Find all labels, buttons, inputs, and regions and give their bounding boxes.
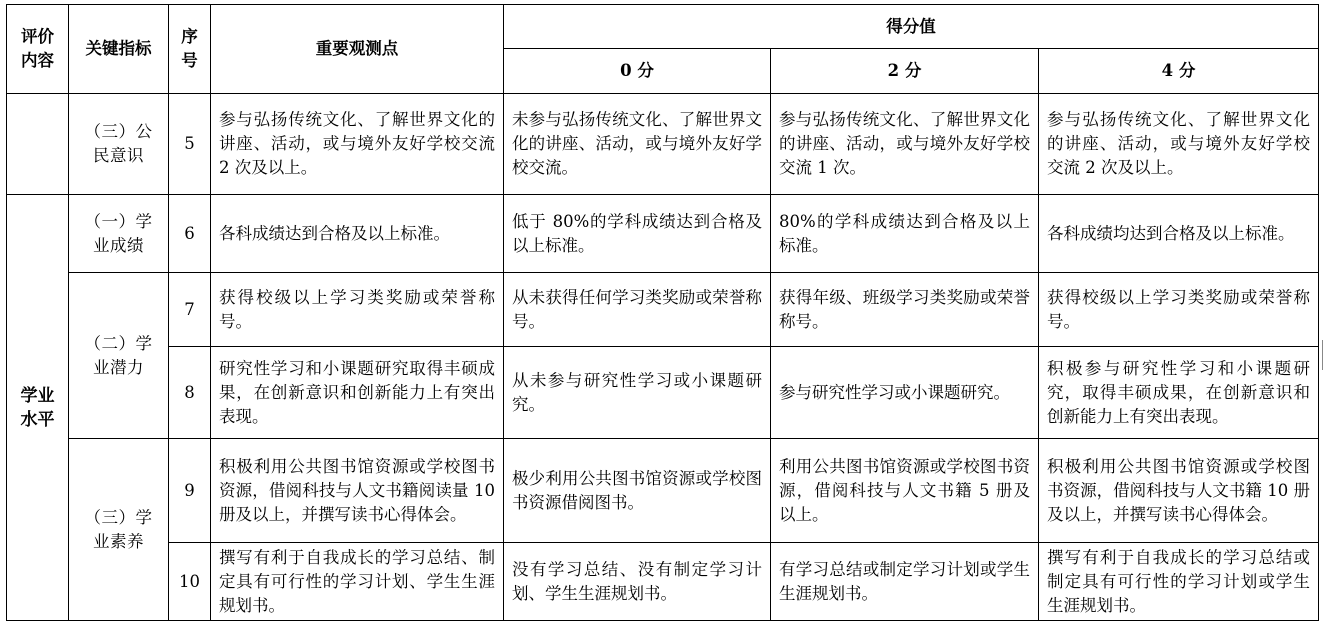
table-row	[7, 273, 1319, 347]
header-eval-content: 评价内容	[7, 5, 69, 94]
table-row	[7, 195, 1319, 273]
indicator-cell: （三）公民意识	[69, 94, 169, 195]
indicator-cell: （三）学业素养	[69, 439, 169, 621]
score-0-cell: 极少利用公共图书馆资源或学校图书资源借阅图书。	[504, 439, 771, 543]
score-2-cell: 参与弘扬传统文化、了解世界文化的讲座、活动，或与境外友好学校交流 1 次。	[771, 94, 1039, 195]
seq-cell: 10	[169, 543, 211, 621]
header-score-value: 得分值	[504, 5, 1319, 49]
header-score-2: 2 分	[771, 49, 1039, 94]
score-0-cell: 未参与弘扬传统文化、了解世界文化的讲座、活动，或与境外友好学校交流。	[504, 94, 771, 195]
seq-cell: 9	[169, 439, 211, 543]
category-cell-empty	[7, 94, 69, 195]
observation-cell: 各科成绩达到合格及以上标准。	[211, 195, 504, 273]
observation-cell: 获得校级以上学习类奖励或荣誉称号。	[211, 273, 504, 347]
table-row	[7, 347, 1319, 439]
score-2-cell: 获得年级、班级学习类奖励或荣誉称号。	[771, 273, 1039, 347]
score-4-cell: 参与弘扬传统文化、了解世界文化的讲座、活动，或与境外友好学校交流 2 次及以上。	[1039, 94, 1319, 195]
score-4-cell: 积极参与研究性学习和小课题研究，取得丰硕成果，在创新意识和创新能力上有突出表现。	[1039, 347, 1319, 439]
score-4-cell: 获得校级以上学习类奖励或荣誉称号。	[1039, 273, 1319, 347]
category-academic-level: 学业水平	[7, 195, 69, 621]
header-row-1	[7, 5, 1319, 49]
seq-cell: 8	[169, 347, 211, 439]
table-row	[7, 439, 1319, 543]
table-row	[7, 94, 1319, 195]
evaluation-rubric-table	[6, 4, 1319, 621]
header-key-indicator: 关键指标	[69, 5, 169, 94]
table-row	[7, 543, 1319, 621]
score-4-cell: 撰写有利于自我成长的学习总结或制定具有可行性的学习计划或学生生涯规划书。	[1039, 543, 1319, 621]
score-2-cell: 80%的学科成绩达到合格及以上标准。	[771, 195, 1039, 273]
header-score-0: 0 分	[504, 49, 771, 94]
score-4-cell: 积极利用公共图书馆资源或学校图书资源，借阅科技与人文书籍 10 册及以上，并撰写读书心得体会。	[1039, 439, 1319, 543]
page-edge-marker	[1322, 340, 1323, 370]
header-score-4: 4 分	[1039, 49, 1319, 94]
observation-cell: 撰写有利于自我成长的学习总结、制定具有可行性的学习计划、学生生涯规划书。	[211, 543, 504, 621]
indicator-cell: （一）学业成绩	[69, 195, 169, 273]
header-seq: 序号	[169, 5, 211, 94]
header-observation-point: 重要观测点	[211, 5, 504, 94]
score-2-cell: 利用公共图书馆资源或学校图书资源，借阅科技与人文书籍 5 册及以上。	[771, 439, 1039, 543]
score-0-cell: 没有学习总结、没有制定学习计划、学生生涯规划书。	[504, 543, 771, 621]
score-0-cell: 低于 80%的学科成绩达到合格及以上标准。	[504, 195, 771, 273]
score-0-cell: 从未获得任何学习类奖励或荣誉称号。	[504, 273, 771, 347]
observation-cell: 研究性学习和小课题研究取得丰硕成果，在创新意识和创新能力上有突出表现。	[211, 347, 504, 439]
score-2-cell: 参与研究性学习或小课题研究。	[771, 347, 1039, 439]
seq-cell: 5	[169, 94, 211, 195]
observation-cell: 参与弘扬传统文化、了解世界文化的讲座、活动，或与境外友好学校交流 2 次及以上。	[211, 94, 504, 195]
observation-cell: 积极利用公共图书馆资源或学校图书资源，借阅科技与人文书籍阅读量 10 册及以上，并撰写读书心得体会。	[211, 439, 504, 543]
score-0-cell: 从未参与研究性学习或小课题研究。	[504, 347, 771, 439]
score-4-cell: 各科成绩均达到合格及以上标准。	[1039, 195, 1319, 273]
seq-cell: 7	[169, 273, 211, 347]
indicator-cell: （二）学业潜力	[69, 273, 169, 439]
seq-cell: 6	[169, 195, 211, 273]
score-2-cell: 有学习总结或制定学习计划或学生生涯规划书。	[771, 543, 1039, 621]
